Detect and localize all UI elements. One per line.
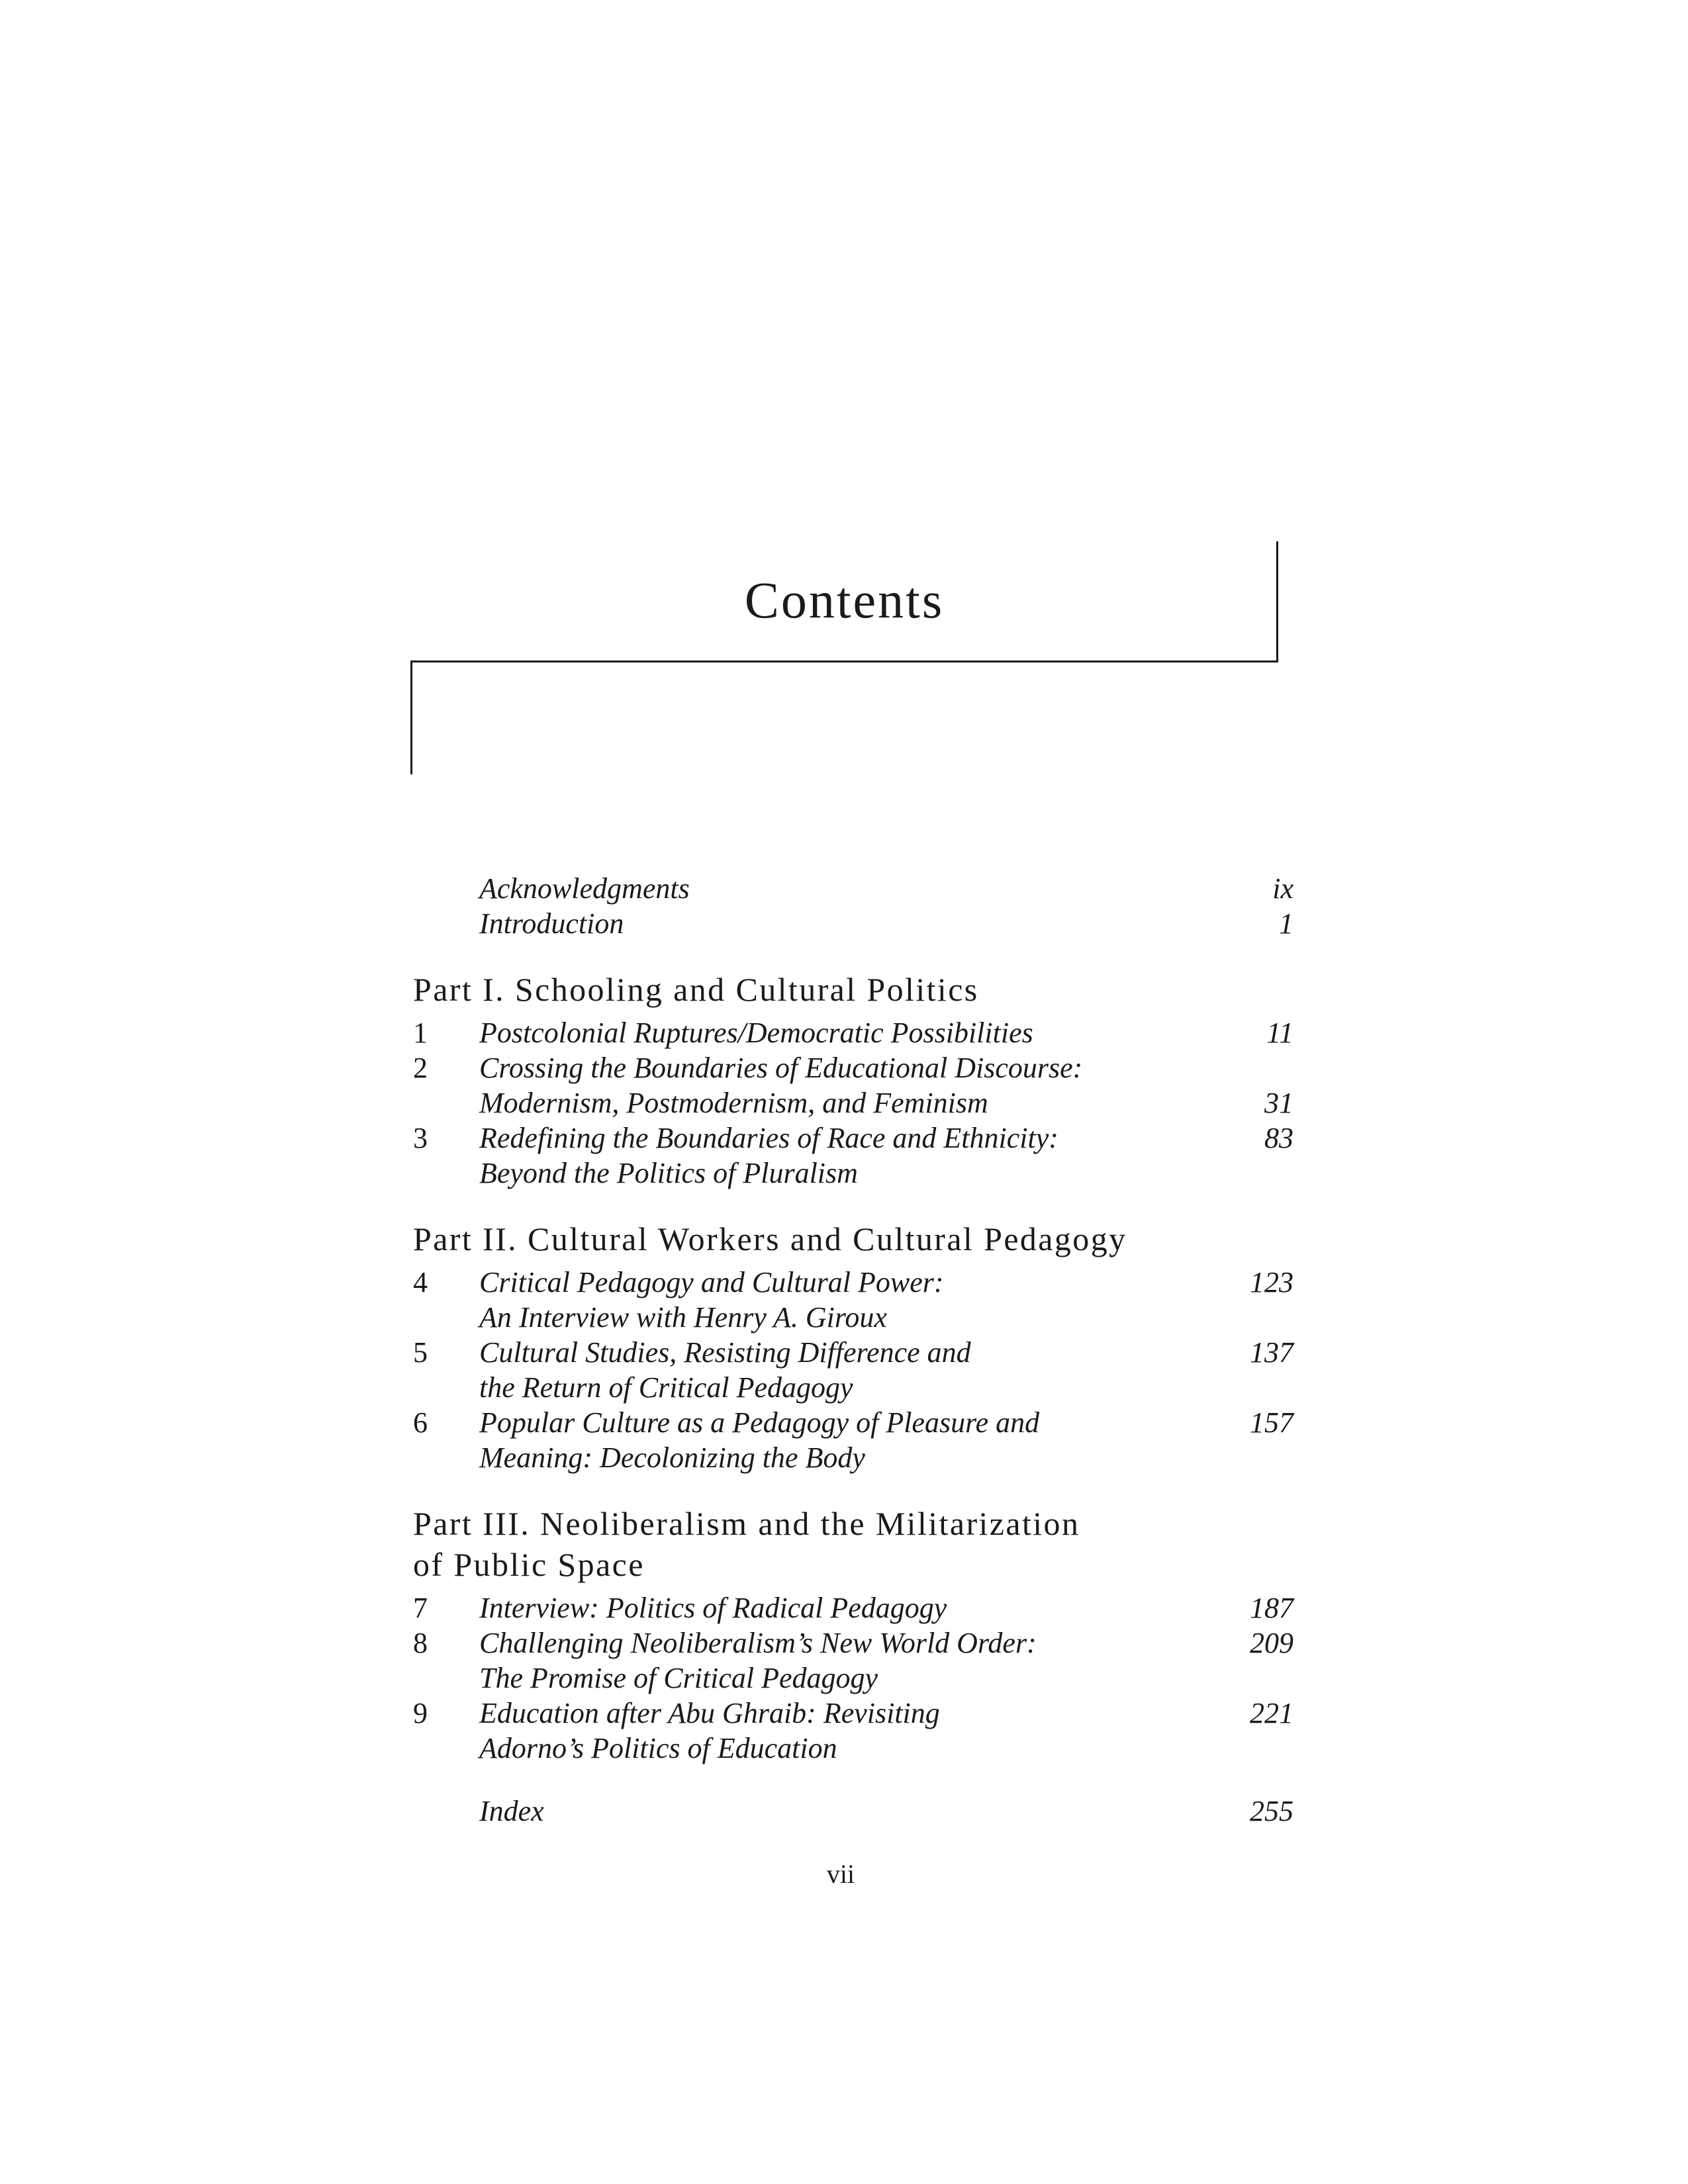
chapter-number: 6 [413, 1406, 428, 1439]
toc-entry-page: 1 [1279, 907, 1293, 940]
toc-chapter-3-cont[interactable] [413, 1156, 1293, 1191]
part-heading-1: Part I. Schooling and Cultural Politics [413, 971, 979, 1008]
chapter-number: 9 [413, 1697, 428, 1729]
toc-chapter-9[interactable] [413, 1696, 1293, 1731]
toc-entry-page: ix [1272, 872, 1293, 905]
toc-entry-index[interactable] [413, 1794, 1293, 1829]
toc-chapter-7[interactable] [413, 1590, 1293, 1625]
chapter-title-line: Modernism, Postmodernism, and Feminism [479, 1087, 988, 1119]
toc-chapter-6[interactable] [413, 1405, 1293, 1440]
chapter-title-line: Postcolonial Ruptures/Democratic Possibilities [479, 1017, 1033, 1049]
chapter-page: 209 [1250, 1627, 1293, 1659]
chapter-title-line: Meaning: Decolonizing the Body [479, 1441, 865, 1474]
chapter-title-line: The Promise of Critical Pedagogy [479, 1662, 878, 1694]
chapter-page: 157 [1250, 1406, 1293, 1439]
chapter-title-line: Education after Abu Ghraib: Revisiting [479, 1697, 940, 1729]
toc-entry-introduction[interactable] [413, 906, 1293, 941]
chapter-page: 221 [1250, 1697, 1293, 1729]
chapter-title-line: Challenging Neoliberalism’s New World Order: [479, 1627, 1037, 1659]
chapter-page: 31 [1264, 1087, 1293, 1119]
toc-chapter-4-cont[interactable] [413, 1300, 1293, 1335]
chapter-title-line: Cultural Studies, Resisting Difference and [479, 1336, 971, 1369]
toc-entry-acknowledgments[interactable] [413, 871, 1293, 906]
chapter-page: 137 [1250, 1336, 1293, 1369]
chapter-page: 83 [1264, 1122, 1293, 1154]
toc-chapter-9-cont[interactable] [413, 1731, 1293, 1766]
toc-entry-page: 255 [1250, 1795, 1293, 1827]
toc-chapter-2-cont[interactable] [413, 1085, 1293, 1120]
toc-chapter-8[interactable] [413, 1625, 1293, 1661]
table-of-contents [413, 871, 1293, 1829]
chapter-title-line: Adorno’s Politics of Education [479, 1732, 837, 1764]
chapter-number: 3 [413, 1122, 428, 1154]
toc-chapter-2[interactable] [413, 1050, 1293, 1085]
chapter-page: 11 [1266, 1017, 1293, 1049]
chapter-number: 2 [413, 1052, 428, 1084]
part-heading-3: Part III. Neoliberalism and the Militarization [413, 1505, 1080, 1542]
chapter-title-line: An Interview with Henry A. Giroux [479, 1301, 887, 1334]
toc-chapter-5-cont[interactable] [413, 1370, 1293, 1405]
chapter-title-line: Popular Culture as a Pedagogy of Pleasure and [479, 1406, 1040, 1439]
part-heading-2: Part II. Cultural Workers and Cultural Pedagogy [413, 1220, 1127, 1257]
chapter-title-line: Crossing the Boundaries of Educational Discourse: [479, 1052, 1083, 1084]
toc-chapter-1[interactable] [413, 1015, 1293, 1050]
chapter-page: 187 [1250, 1592, 1293, 1624]
toc-chapter-3[interactable] [413, 1120, 1293, 1156]
page-title: Contents [744, 571, 945, 629]
chapter-page: 123 [1250, 1266, 1293, 1298]
toc-entry-title: Introduction [479, 907, 624, 940]
toc-chapter-8-cont[interactable] [413, 1661, 1293, 1696]
toc-chapter-4[interactable] [413, 1265, 1293, 1300]
chapter-number: 8 [413, 1627, 428, 1659]
chapter-number: 1 [413, 1017, 428, 1049]
toc-chapter-5[interactable] [413, 1335, 1293, 1370]
frame-rule-horizontal [410, 660, 1278, 662]
chapter-number: 4 [413, 1266, 428, 1298]
part-heading-3-cont: of Public Space [413, 1546, 645, 1583]
chapter-number: 5 [413, 1336, 428, 1369]
page-number: vii [826, 1859, 855, 1889]
chapter-title-line: the Return of Critical Pedagogy [479, 1371, 853, 1404]
toc-chapter-6-cont[interactable] [413, 1440, 1293, 1475]
chapter-title-line: Beyond the Politics of Pluralism [479, 1157, 858, 1189]
toc-entry-title: Index [479, 1795, 544, 1827]
chapter-title-line: Critical Pedagogy and Cultural Power: [479, 1266, 944, 1298]
frame-rule-left [410, 660, 412, 774]
toc-entry-title: Acknowledgments [479, 872, 690, 905]
chapter-number: 7 [413, 1592, 428, 1624]
chapter-title-line: Interview: Politics of Radical Pedagogy [479, 1592, 947, 1624]
chapter-title-line: Redefining the Boundaries of Race and Ethnicity: [479, 1122, 1058, 1154]
